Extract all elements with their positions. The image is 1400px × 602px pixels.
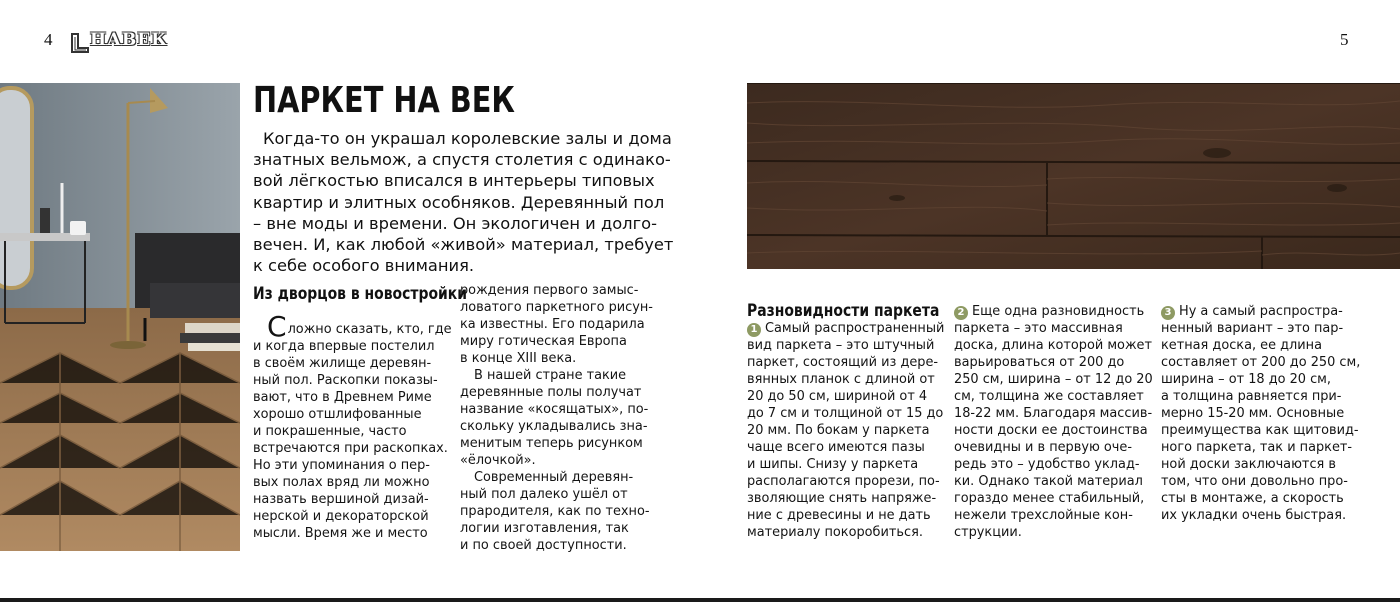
section-heading-types: Разновидности паркета	[747, 301, 940, 321]
intro-paragraph	[253, 128, 674, 276]
text-line: паркет, состоящий из дере-	[747, 355, 939, 370]
numbered-circle-icon: 2	[954, 306, 968, 320]
text-line: сты в монтаже, а скорость	[1161, 491, 1344, 506]
text-line: доска, длина которой может	[954, 338, 1152, 353]
text-line: гораздо менее стабильный,	[954, 491, 1145, 506]
text-line: преимущества как щитовид-	[1161, 423, 1359, 438]
intro-line: знатных вельмож, а спустя столетия с одинако-	[253, 150, 671, 170]
text-line: 250 см, ширина – от 12 до 20	[954, 372, 1153, 387]
text-line	[1161, 303, 1361, 320]
text-line: кетная доска, ее длина	[1161, 338, 1322, 353]
text-line: ного паркета, так и паркет-	[1161, 440, 1353, 455]
text-line: ловатого паркетного рисун-	[460, 300, 653, 315]
text-line: см, толщина же составляет	[954, 389, 1144, 404]
text-line: встречаются при раскопках.	[253, 441, 448, 456]
text-line: и когда впервые постелил	[253, 339, 435, 354]
page-number-right: 5	[1340, 30, 1349, 49]
text-line: материалу покоробиться.	[747, 525, 923, 540]
text-line: ный пол. Раскопки показы-	[253, 373, 438, 388]
intro-line: – вне моды и времени. Он экологичен и долго-	[253, 213, 657, 233]
text-line: логии изготавления, так	[460, 521, 629, 536]
text-line: располагаются прорези, по-	[747, 474, 940, 489]
text-line: ние с древесины и не дать	[747, 508, 931, 523]
text-line	[747, 320, 947, 337]
intro-line: вечен. И, как любой «живой» материал, требует	[253, 235, 674, 255]
text-line: 20 до 50 см, шириной от 4	[747, 389, 928, 404]
parquet-type-3	[1161, 303, 1361, 524]
text-line: паркета – это массивная	[954, 321, 1123, 336]
text-line: миру готическая Европа	[460, 334, 627, 349]
room-interior-photo	[0, 83, 240, 551]
text-line: составляет от 200 до 250 см,	[1161, 355, 1361, 370]
text-line: редь это – удобство уклад-	[954, 457, 1140, 472]
page-number-left: 4	[44, 30, 53, 49]
parquet-wood-photo	[747, 83, 1400, 269]
text-line: ный пол далеко ушёл от	[460, 487, 628, 502]
text-line: назвать вершиной дизай-	[253, 492, 429, 507]
numbered-circle-icon: 3	[1161, 306, 1175, 320]
text-line: в конце XIII века.	[460, 351, 577, 366]
text-line: хорошо отшлифованные	[253, 407, 422, 422]
text-line: 20 мм. По бокам у паркета	[747, 423, 930, 438]
text-line	[954, 303, 1154, 320]
text-line: и шипы. Снизу у паркета	[747, 457, 919, 472]
text-line: вянных планок с длиной от	[747, 372, 935, 387]
text-line: ширина – от 18 до 20 см,	[1161, 372, 1332, 387]
text-line	[253, 310, 453, 343]
navek-logo-icon	[70, 30, 194, 54]
text-line: а толщина равняется при-	[1161, 389, 1342, 404]
text-line: мысли. Время же и место	[253, 526, 428, 541]
text-line: вых полах вряд ли можно	[253, 475, 430, 490]
numbered-circle-icon: 1	[747, 323, 761, 337]
drop-cap: С	[267, 310, 287, 343]
text-line: варьироваться от 200 до	[954, 355, 1125, 370]
text-line: Современный деревян-	[474, 470, 634, 485]
intro-line: квартир и элитных особняков. Деревянный пол	[253, 192, 665, 212]
text-line: вид паркета – это штучный	[747, 338, 935, 353]
text-line: ка известны. Его подарила	[460, 317, 645, 332]
text-line: их укладки очень быстрая.	[1161, 508, 1347, 523]
text-line: вают, что в Древнем Риме	[253, 390, 432, 405]
text-line: ной доски заключаются в	[1161, 457, 1336, 472]
text-line: деревянные полы получат	[460, 385, 642, 400]
text-line: скольку укладывались зна-	[460, 419, 648, 434]
intro-line: Когда-то он украшал королевские залы и дома	[263, 129, 672, 148]
text-fragment: Самый распространенный	[765, 321, 945, 336]
text-line: В нашей стране такие	[474, 368, 627, 383]
text-line: зволяющие снять напряже-	[747, 491, 937, 506]
text-line: нерской и декораторской	[253, 509, 429, 524]
text-line: очевидны и в первую оче-	[954, 440, 1132, 455]
text-line: до 7 см и толщиной от 15 до	[747, 406, 944, 421]
text-fragment: Ну а самый распростра-	[1179, 304, 1343, 319]
text-line: «ёлочкой».	[460, 453, 536, 468]
text-line: и по своей доступности.	[460, 538, 627, 553]
text-fragment: Еще одна разновидность	[972, 304, 1145, 319]
parquet-type-1	[747, 320, 947, 541]
text-line: чаще всего имеются пазы	[747, 440, 925, 455]
text-fragment: ложно сказать, кто, где	[287, 322, 452, 337]
text-line: и покрашенные, часто	[253, 424, 407, 439]
text-line: 18-22 мм. Благодаря массив-	[954, 406, 1153, 421]
text-line: нежели трехслойные кон-	[954, 508, 1133, 523]
intro-line: к себе особого внимания.	[253, 256, 475, 276]
text-line: ки. Однако такой материал	[954, 474, 1143, 489]
section-heading-palaces: Из дворцов в новостройки	[253, 284, 468, 304]
text-line: название «косящатых», по-	[460, 402, 649, 417]
logo-text: НАВЕК	[90, 30, 168, 50]
text-line: менитым теперь рисунком	[460, 436, 643, 451]
text-line: ности доски ее достоинства	[954, 423, 1148, 438]
text-column-2	[460, 282, 660, 554]
text-line: в своём жилище деревян-	[253, 356, 432, 371]
text-line: ненный вариант – это пар-	[1161, 321, 1344, 336]
text-line: прародителя, как по техно-	[460, 504, 650, 519]
text-column-1	[253, 310, 453, 542]
text-line: том, что они довольно про-	[1161, 474, 1348, 489]
parquet-type-2	[954, 303, 1154, 541]
bottom-divider	[0, 598, 1400, 602]
text-line: рождения первого замыс-	[460, 283, 639, 298]
article-title: ПАРКЕТ НА ВЕК	[253, 80, 515, 121]
intro-line: вой лёгкостью вписался в интерьеры типовых	[253, 171, 655, 191]
text-line: Но эти упоминания о пер-	[253, 458, 430, 473]
text-line: мерно 15-20 мм. Основные	[1161, 406, 1345, 421]
text-line: струкции.	[954, 525, 1022, 540]
